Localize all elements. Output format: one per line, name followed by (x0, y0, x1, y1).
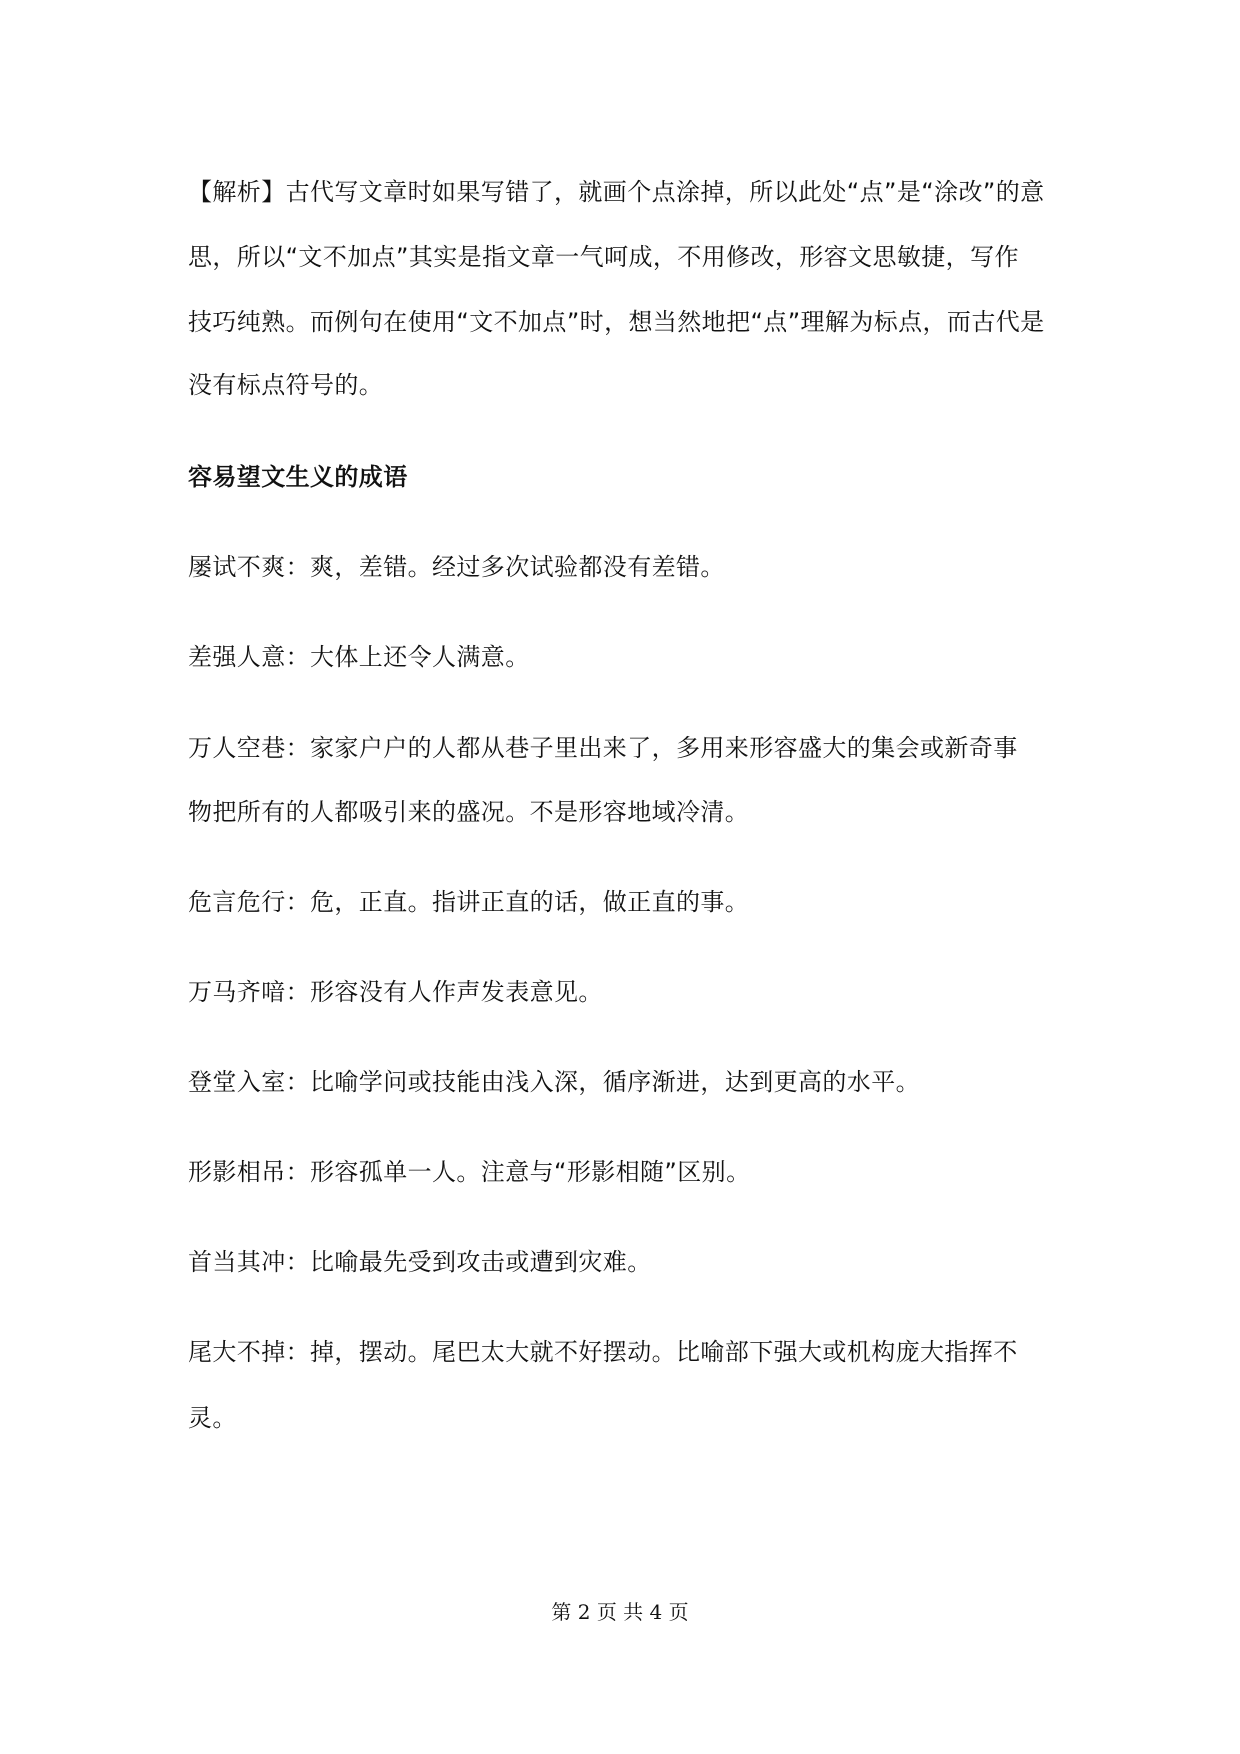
section-heading: 容易望文生义的成语 (188, 463, 408, 491)
idiom-item: 万马齐喑：形容没有人作声发表意见。 (188, 978, 603, 1006)
idiom-item: 形影相吊：形容孤单一人。注意与“形影相随”区别。 (188, 1158, 751, 1186)
idiom-item-continuation: 物把所有的人都吸引来的盛况。不是形容地域冷清。 (188, 798, 750, 826)
idiom-item: 首当其冲：比喻最先受到攻击或遭到灾难。 (188, 1248, 652, 1276)
idiom-item: 万人空巷：家家户户的人都从巷子里出来了，多用来形容盛大的集会或新奇事 (188, 734, 1018, 762)
analysis-line: 技巧纯熟。而例句在使用“文不加点”时，想当然地把“点”理解为标点，而古代是 (188, 308, 1045, 336)
analysis-line: 思，所以“文不加点”其实是指文章一气呵成，不用修改，形容文思敏捷，写作 (188, 243, 1019, 271)
idiom-item: 尾大不掉：掉，摆动。尾巴太大就不好摆动。比喻部下强大或机构庞大指挥不 (188, 1338, 1018, 1366)
analysis-line: 【解析】古代写文章时如果写错了，就画个点涂掉，所以此处“点”是“涂改”的意 (188, 178, 1045, 206)
idiom-item-continuation: 灵。 (188, 1404, 237, 1432)
page-number-footer: 第 2 页 共 4 页 (551, 1600, 689, 1624)
analysis-line: 没有标点符号的。 (188, 371, 384, 399)
idiom-item: 差强人意：大体上还令人满意。 (188, 643, 530, 671)
idiom-item: 屡试不爽：爽，差错。经过多次试验都没有差错。 (188, 553, 725, 581)
idiom-item: 危言危行：危，正直。指讲正直的话，做正直的事。 (188, 888, 750, 916)
idiom-item: 登堂入室：比喻学问或技能由浅入深，循序渐进，达到更高的水平。 (188, 1068, 920, 1096)
